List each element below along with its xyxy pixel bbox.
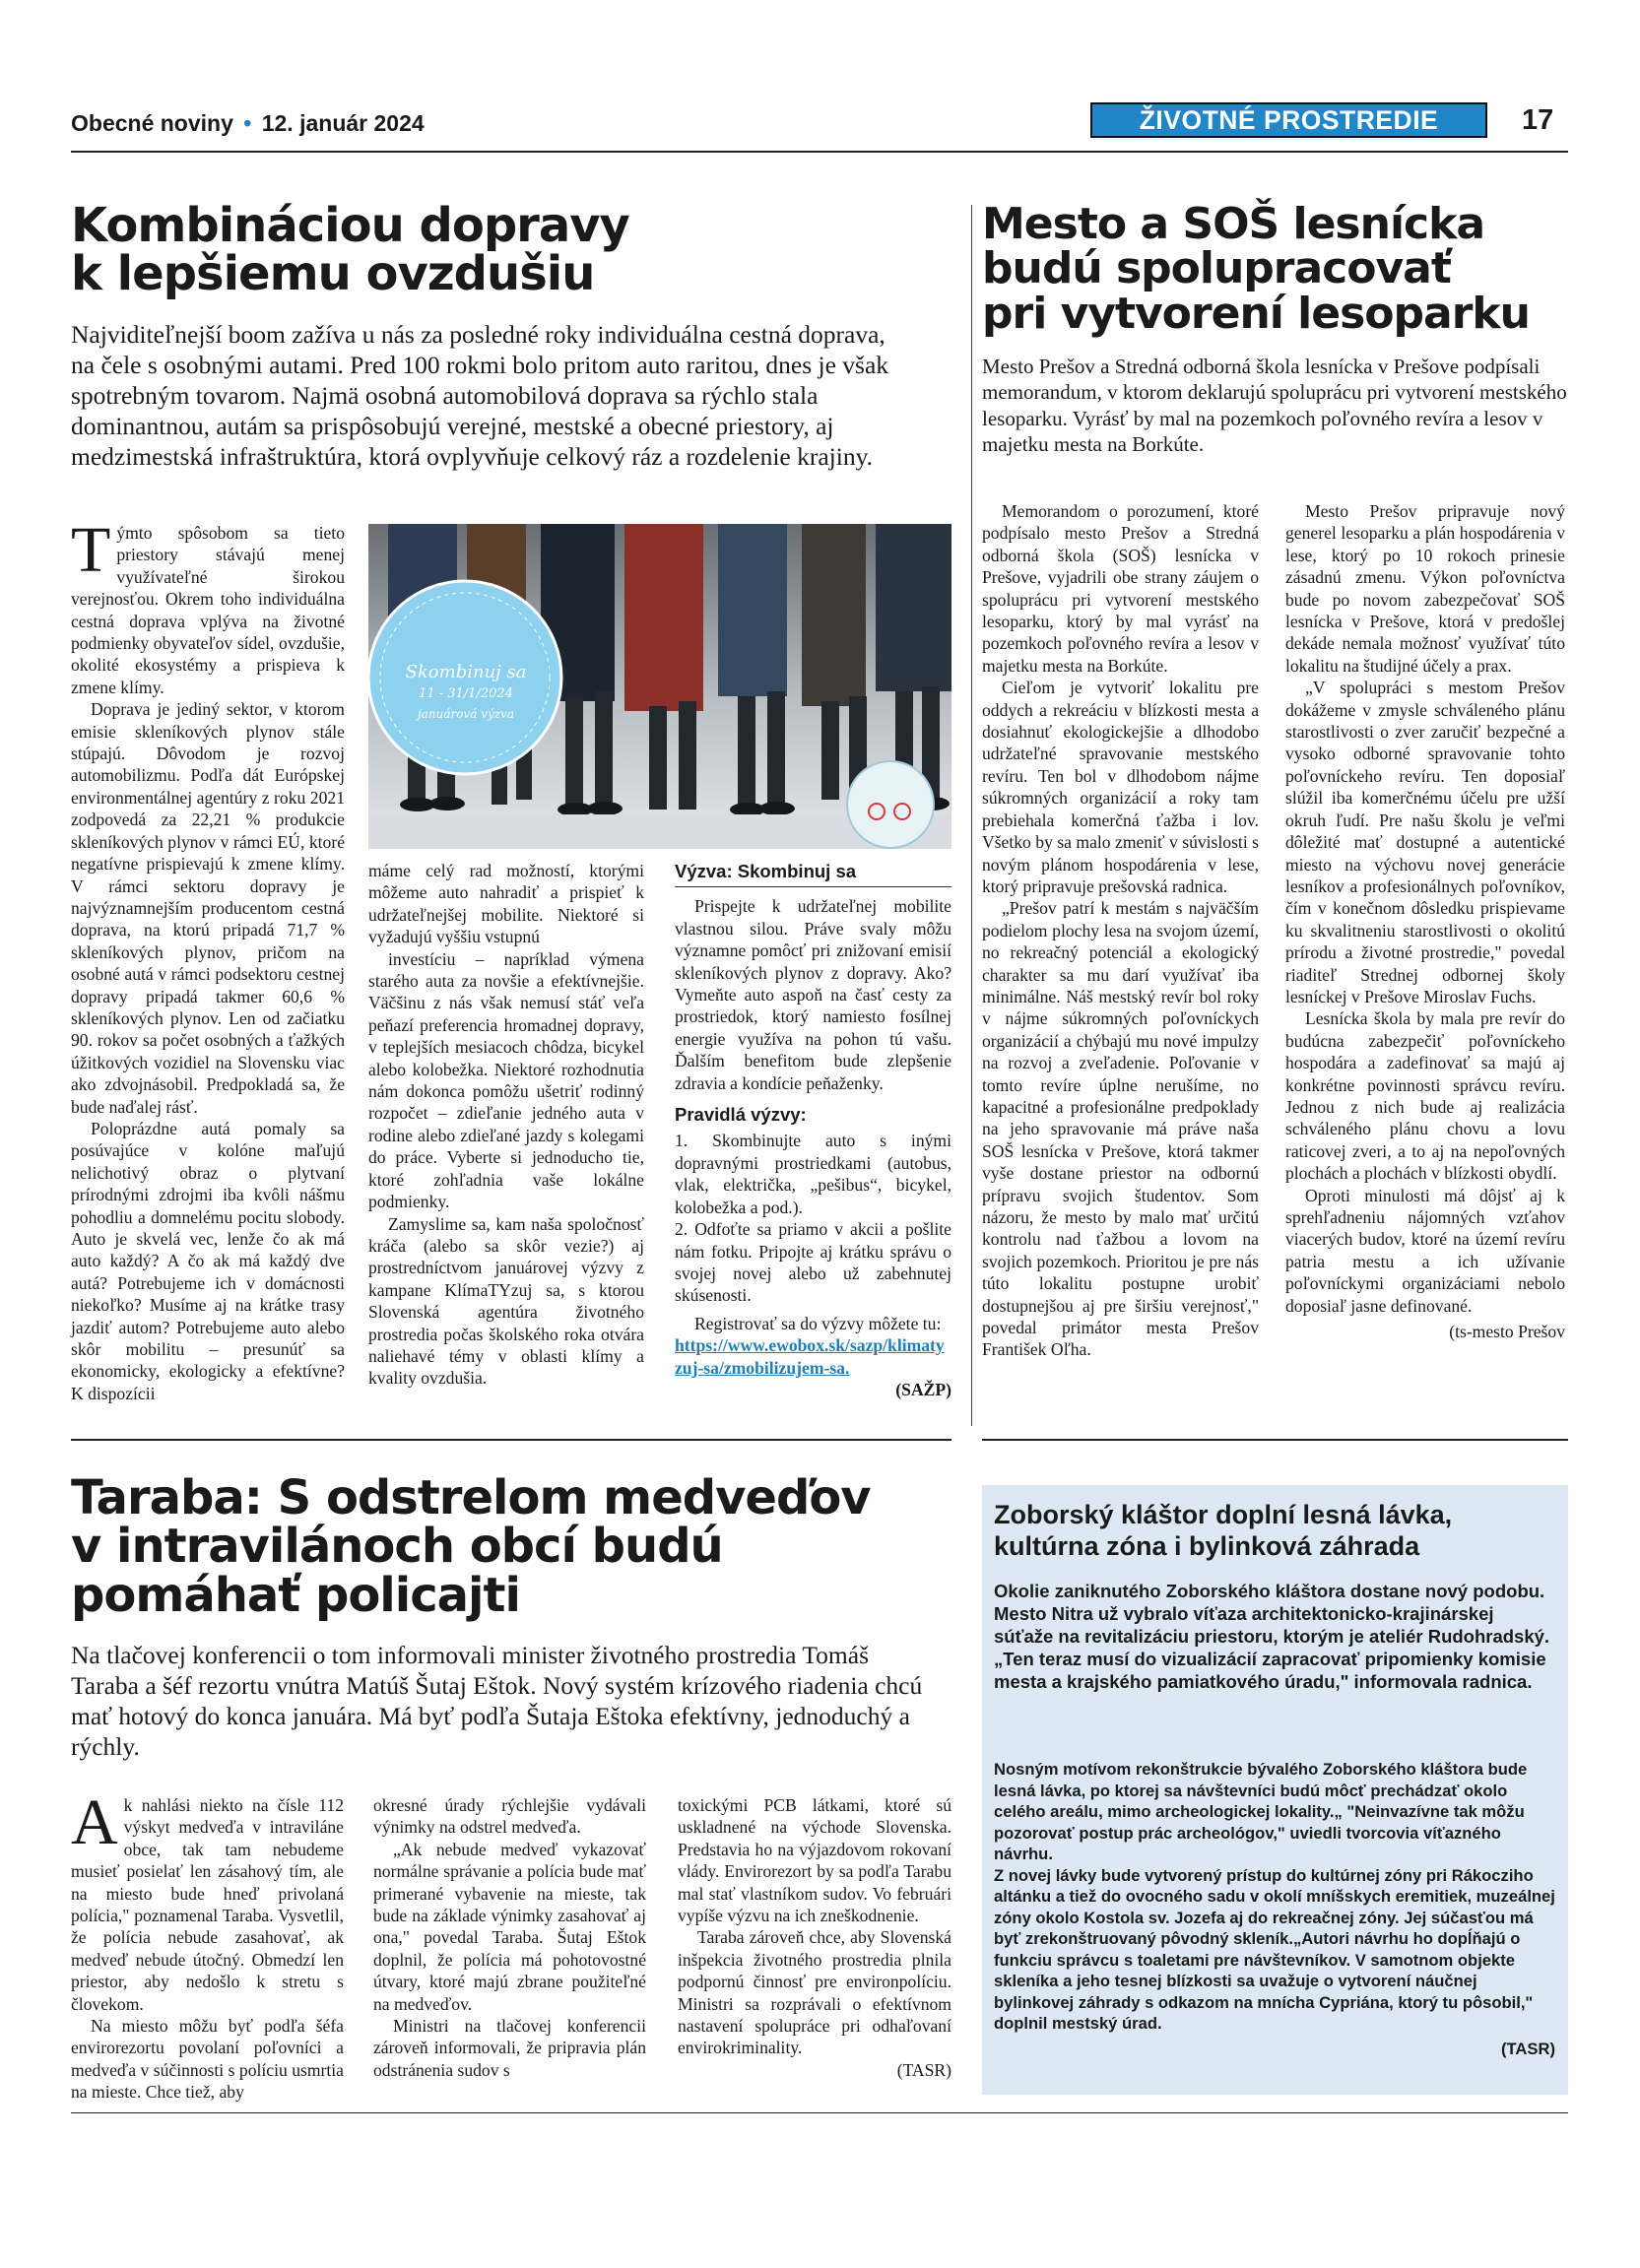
article-3-column-3: toxickými PCB látkami, ktoré sú uskladnené na východe Slovenska. Predstavia ho na výjazdovom rokovaní vlády. Envirorezort by sa podľa Tarabu mal stať vlastníkom sudov. Vo februári vypíše výzvu na ich zneškodnenie. Taraba zároveň chce, aby Slovenská inšpekcia životného prostredia plnila podpornú činnosť pre environpolíciu. Ministri sa rozprávali o efektívnom nastavení spolupráce pri odhaľovaní envirokriminality. (TASR) bbox=[678, 1795, 951, 2080]
sidebar-body: Nosným motívom rekonštrukcie bývalého Zoborského kláštora bude lesná lávka, po ktorej sa návštevníci budú môcť prechádzať okolo celého areálu, mimo archeologickej lokality.„ "Neinvazívne tak môžu pozorovať postup prác archeológov," uviedli tvorcovia víťazného návrhu. Z novej lávky bude vytvorený prístup do kultúrnej zóny pri Rákocziho altánku a tiež do ovocného sadu v okolí mníšskych eremitiek, muzeálnej zóny okolo Kostola sv. Jozefa aj do rekreačnej zóny. Jej súčasťou má byť zrekonštruovaný pôvodný skleník.„Autori návrhu ho dopĺňajú o funkciu správcu s toaletami pre návštevníkov. V samotnom objekte skleníka a jeho tesnej blízkosti sa uvažuje o vytvorení náučnej bylinkovej záhrady s odkazom na mnícha Cypriána, ktorý tu pôsobil," doplnil mestský úrad. (TASR) bbox=[994, 1760, 1555, 2058]
drop-cap: T bbox=[71, 514, 111, 586]
challenge-title: Výzva: Skombinuj sa bbox=[675, 861, 857, 881]
page-header bbox=[71, 110, 425, 137]
challenge-link[interactable]: https://www.ewobox.sk/sazp/klimatyzuj-sa/zmobilizujem-sa. bbox=[675, 1335, 945, 1378]
article-2-title: Mesto a SOŠ lesnícka budú spolupracovať pri vytvorení lesoparku bbox=[982, 199, 1530, 339]
article-2-bottom-rule bbox=[982, 1439, 1568, 1441]
sidebar-lead: Okolie zaniknutého Zoborského kláštora dostane nový podobu. Mesto Nitra už vybralo víťaza architektonicko-krajinárskej súťaže na revitalizáciu priestoru, ktorým je ateliér Rudohradský. „Ten teraz musí do vizualizácií zapracovať pripomienky komisie mesta a krajského pamiatkového úradu," informovala radnica. bbox=[994, 1581, 1550, 1692]
article-3-lead: Na tlačovej konferencii o tom informovali minister životného prostredia Tomáš Taraba a šéf rezortu vnútra Matúš Šutaj Eštok. Nový systém krízového riadenia chcú mať hotový do konca januára. Má byť podľa Šutaja Eštoka efektívny, jednoduchý a rýchly. bbox=[71, 1641, 923, 1762]
drop-cap: A bbox=[71, 1786, 118, 1858]
photo-badge: Skombinuj sa 11 - 31/1/2024 januárová výzva bbox=[405, 662, 527, 721]
article-1-column-1: Týmto spôsobom sa tieto priestory stávajú menej využívateľné širokou verejnosťou. Okrem toho individuálna cestná doprava vplýva na životné podmienky obyvateľov sídel, ovzdušie, okolité ekosystémy a prispieva k zmene klímy. Doprava je jediný sektor, v ktorom emisie skleníkových plynov stále stúpajú. Dôvodom je rozvoj automobilizmu. Podľa dát Európskej environmentálnej agentúry z roku 2021 zodpovedá za 22,21 % produkcie skleníkových plynov v rámci EÚ, ktoré negatívne prispievajú k zmene klímy. V rámci sektoru dopravy je najvýznamnejším producentom cestná doprava, na ktorú pripadá 71,7 % skleníkových plynov, pričom na osobné autá v rámci podsektoru cestnej dopravy pripadá takmer 60,6 % skleníkových plynov. Len od začiatku 90. rokov sa počet osobných a ťažkých úžitkových vozidiel na Slovensku viac ako zdvojnásobil. Predpokladá sa, že bude naďalej rásť. Poloprázdne autá pomaly sa posúvajúce v kolóne maľujú nelichotivý obraz o plytvaní prírodnými zdrojmi iba kvôli nášmu pohodliu a domnelému pocitu slobody. Auto je skvelá vec, lenže čo ak má auto každý? A čo ak má každý dve autá? Potrebujeme ich v domácnosti niekoľko? Musíme aj na krátke trasy jazdiť autom? Potrebujeme auto alebo skôr mobilitu – presunúť sa ekonomicky, ekologicky a efektívne? K dispozícii bbox=[71, 514, 345, 1403]
article-3-column-2: okresné úrady rýchlejšie vydávali výnimky na odstrel medveďa. „Ak nebude medveď vykazovať normálne správanie a polícia bude mať primerané vybavenie na mieste, tak bude na základe výnimky zasahovať aj ona," povedal Taraba. Šutaj Eštok doplnil, že polícia má pohotovostné útvary, ktoré majú zbrane použiteľné na medveďov. Ministri na tlačovej konferencii zároveň informovali, že pripravia plán odstránenia sudov s bbox=[373, 1795, 646, 2080]
article-3-column-1: Ak nahlási niekto na čísle 112 výskyt medveďa v intraviláne obce, tak tam nebudeme musieť posielať len zásahový tím, ale na miesto bude hneď privolaná polícia," poznamenal Taraba. Vysvetlil, že polícia nebude zasahovať, ak medveď nebude útočný. Obmedzí len priestor, aby nedošlo k stretu s človekom. Na miesto môžu byť podľa šéfa envirorezortu povolaní poľovníci a medveďa v súčinnosti s políciu usmrtia na mieste. Chce tiež, aby bbox=[71, 1786, 344, 2103]
article-3 bbox=[71, 1470, 951, 1762]
article-1-title: Kombináciou dopravy k lepšiemu ovzdušiu bbox=[71, 198, 629, 302]
article-2-lead: Mesto Prešov a Stredná odborná škola lesnícka v Prešove podpísali memorandum, v ktorom deklarujú spoluprácu pri vytvorení mestského lesoparku. Vyrásť by mal na pozemkoch poľovného revíra a lesov v majetku mesta na Borkúte. bbox=[982, 354, 1567, 457]
page-number: 17 bbox=[1522, 104, 1554, 136]
header-bullet: • bbox=[243, 110, 252, 136]
page-bottom-rule bbox=[71, 2112, 1568, 2113]
rules-title: Pravidlá výzvy: bbox=[675, 1104, 807, 1126]
article-1-bottom-rule bbox=[71, 1439, 951, 1441]
sidebar-source: (TASR) bbox=[1501, 2039, 1555, 2058]
article-3-source: (TASR) bbox=[896, 2059, 951, 2080]
article-1 bbox=[71, 198, 953, 472]
issue-date: 12. január 2024 bbox=[261, 110, 425, 136]
header-rule bbox=[71, 151, 1568, 153]
section-label: ŽIVOTNÉ PROSTREDIE bbox=[1090, 102, 1487, 138]
article-1-source: (SAŽP) bbox=[895, 1379, 951, 1399]
article-1-photo bbox=[368, 524, 951, 849]
article-2 bbox=[982, 199, 1568, 458]
column-divider bbox=[971, 205, 972, 1426]
article-2-column-1: Memorandom o porozumení, ktoré podpísalo mesto Prešov a Stredná odborná škola (SOŠ) lesnícka v Prešove, vyjadrili obe strany záujem o spoluprácu pri vytvorení mestského lesoparku, ktorý by mal vyrásť na pozemkoch poľovného revíra a lesov v majetku mesta na Borkúte. Cieľom je vytvoriť lokalitu pre oddych a rekreáciu v blízkosti mesta a dosiahnuť ekologickejšie a dlhodobo udržateľné spravovanie mestského revíru. Ten bol v dlhodobom nájme súkromných organizácií a roky tam prebiehala komerčná ťažba i lov. Všetko by sa malo zmeniť v súvislosti s novým plánom hospodárenia v lese, ktorý pripravuje prešovská radnica. „Prešov patrí k mestám s najväčším podielom plochy lesa na svojom území, no rekreačný potenciál a ekologický charakter sa mu darí využívať iba minimálne. Náš mestský revír bol roky v nájme súkromných poľovníckych organizácií a chýbajú mu nové impulzy na rozvoj a zveľadenie. Poľovanie v tomto revíre úplne nerušíme, no kapacitné a profesionálne predpoklady na jeho spravovanie má práve naša SOŠ lesnícka v Prešove, ktorá takmer vyše dostane priestor na odbornú prípravu svojich študentov. Som názoru, že mesto by malo mať určitú kontrolu nad ťažbou a lovom na svojich pozemkoch. Prioritou je pre nás túto lokalitu postupne urobiť dostupnejšou aj pre širšiu verejnosť," povedal primátor mesta Prešov František Oľha. bbox=[982, 501, 1259, 1360]
sidebar-title: Zoborský kláštor doplní lesná lávka, kultúrna zóna i bylinková záhrada bbox=[994, 1500, 1453, 1561]
article-1-column-2: máme celý rad možností, ktorými môžeme auto nahradiť a prispieť k udržateľnejšej mobilite. Niektoré si vyžadujú vyššiu vstupnú investíciu – napríklad výmena starého auta za novšie a efektívnejšie. Väčšinu z nás však nemusí stáť veľa peňazí preferencia hromadnej dopravy, v teplejších mesiacoch chôdza, bicykel alebo kolobežka. Niektoré rozhodnutia nám dokonca pomôžu ušetriť rodinný rozpočet – zdieľanie jedného auta v rodine alebo zdieľané jazdy s kolegami do práce. Vyberte si jednoducho tie, ktoré zohľadnia vaše lokálne podmienky. Zamyslime sa, kam naša spoločnosť kráča (alebo sa skôr vezie?) aj prostredníctvom januárovej výzvy z kampane KlímaTYzuj sa, s ktorou Slovenská agentúra životného prostredia počas školského roka otvára naliehavé témy v oblasti klímy a kvality ovzdušia. bbox=[368, 861, 644, 1389]
article-2-source: (ts-mesto Prešov bbox=[1449, 1322, 1565, 1342]
challenge-box: Výzva: Skombinuj sa Prispejte k udržateľnej mobilite vlastnou silou. Práve svaly môžu významne pomôcť pri znižovaní emisií skleníkových plynov z dopravy. Ako? Vymeňte auto aspoň na časť cesty za prostriedok, ktorý namiesto fosílnej energie využíva na pohon tú vašu. Ďalším benefitom bude zlepšenie zdravia a kondície peňaženky. Pravidlá výzvy: 1. Skombinujte auto s inými dopravnými prostriedkami (autobus, vlak, električka, „pešibus“, bicykel, kolobežka a pod.). 2. Odfoťte sa priamo v akcii a pošlite nám fotku. Pripojte aj krátku správu o svojej novej alebo už zabehnutej skúsenosti. Registrovať sa do výzvy môžete tu: https://www.ewobox.sk/sazp/klimatyzuj-sa/zmobilizujem-sa. (SAŽP) bbox=[675, 861, 951, 1399]
sidebar-box bbox=[982, 1485, 1568, 2095]
article-1-lead: Najviditeľnejší boom zažíva u nás za posledné roky individuálna cestná doprava, na čele s osobnými autami. Pred 100 rokmi bolo pritom auto raritou, dnes je však spotrebným tovarom. Najmä osobná automobilová doprava sa rýchlo stala dominantnou, autám sa prispôsobujú verejné, mestské a obecné priestory, aj medzimestská infraštruktúra, ktorá ovplyvňuje celkový ráz a rozdelenie krajiny. bbox=[71, 319, 889, 471]
paper-name: Obecné noviny bbox=[71, 110, 233, 136]
article-3-title: Taraba: S odstrelom medveďov v intravilánoch obcí budú pomáhať policajti bbox=[71, 1470, 871, 1623]
article-2-column-2: Mesto Prešov pripravuje nový generel lesoparku a plán hospodárenia v lese, ktorý po 10 rokoch prinesie zásadnú zmenu. Výkon poľovníctva bude po novom zabezpečovať SOŠ lesnícka v Prešove, ktorá v predošlej dekáde nemala možnosť využívať túto lokalitu na študijné účely a prax. „V spolupráci s mestom Prešov dokážeme v zmysle schváleného plánu starostlivosti o zver zaručiť bezpečné a vysoko odborné spravovanie tohto poľovníckeho revíru. Ten doposiaľ slúžil iba komerčnému účelu pre užší okruh ľudí. Pre našu školu je veľmi dôležité mať dostupné a autentické miesto na výchovu novej generácie lesníkov a profesionálnych poľovníkov, čím v konečnom dôsledku prispievame ku skvalitneniu starostlivosti o okolitú prírodu a životné prostredie," povedal riaditeľ Strednej odbornej školy lesníckej v Prešove Miroslav Fuchs. Lesnícka škola by mala pre revír do budúcna zabezpečiť poľovníckeho hospodára a zadefinovať sa majú aj konkrétne povinnosti správcu revíru. Jednou z nich bude aj realizácia schváleného plánu chovu a lovu raticovej zveri, a to aj na nepoľovných plochách a plochách v blízkosti obydlí. Oproti minulosti má dôjsť aj k sprehľadneniu nájomných vzťahov viacerých budov, ktoré na území revíru patria mestu a ich užívanie poľovníckymi organizáciami nebolo doposiaľ jasne definované. (ts-mesto Prešov bbox=[1285, 501, 1565, 1342]
